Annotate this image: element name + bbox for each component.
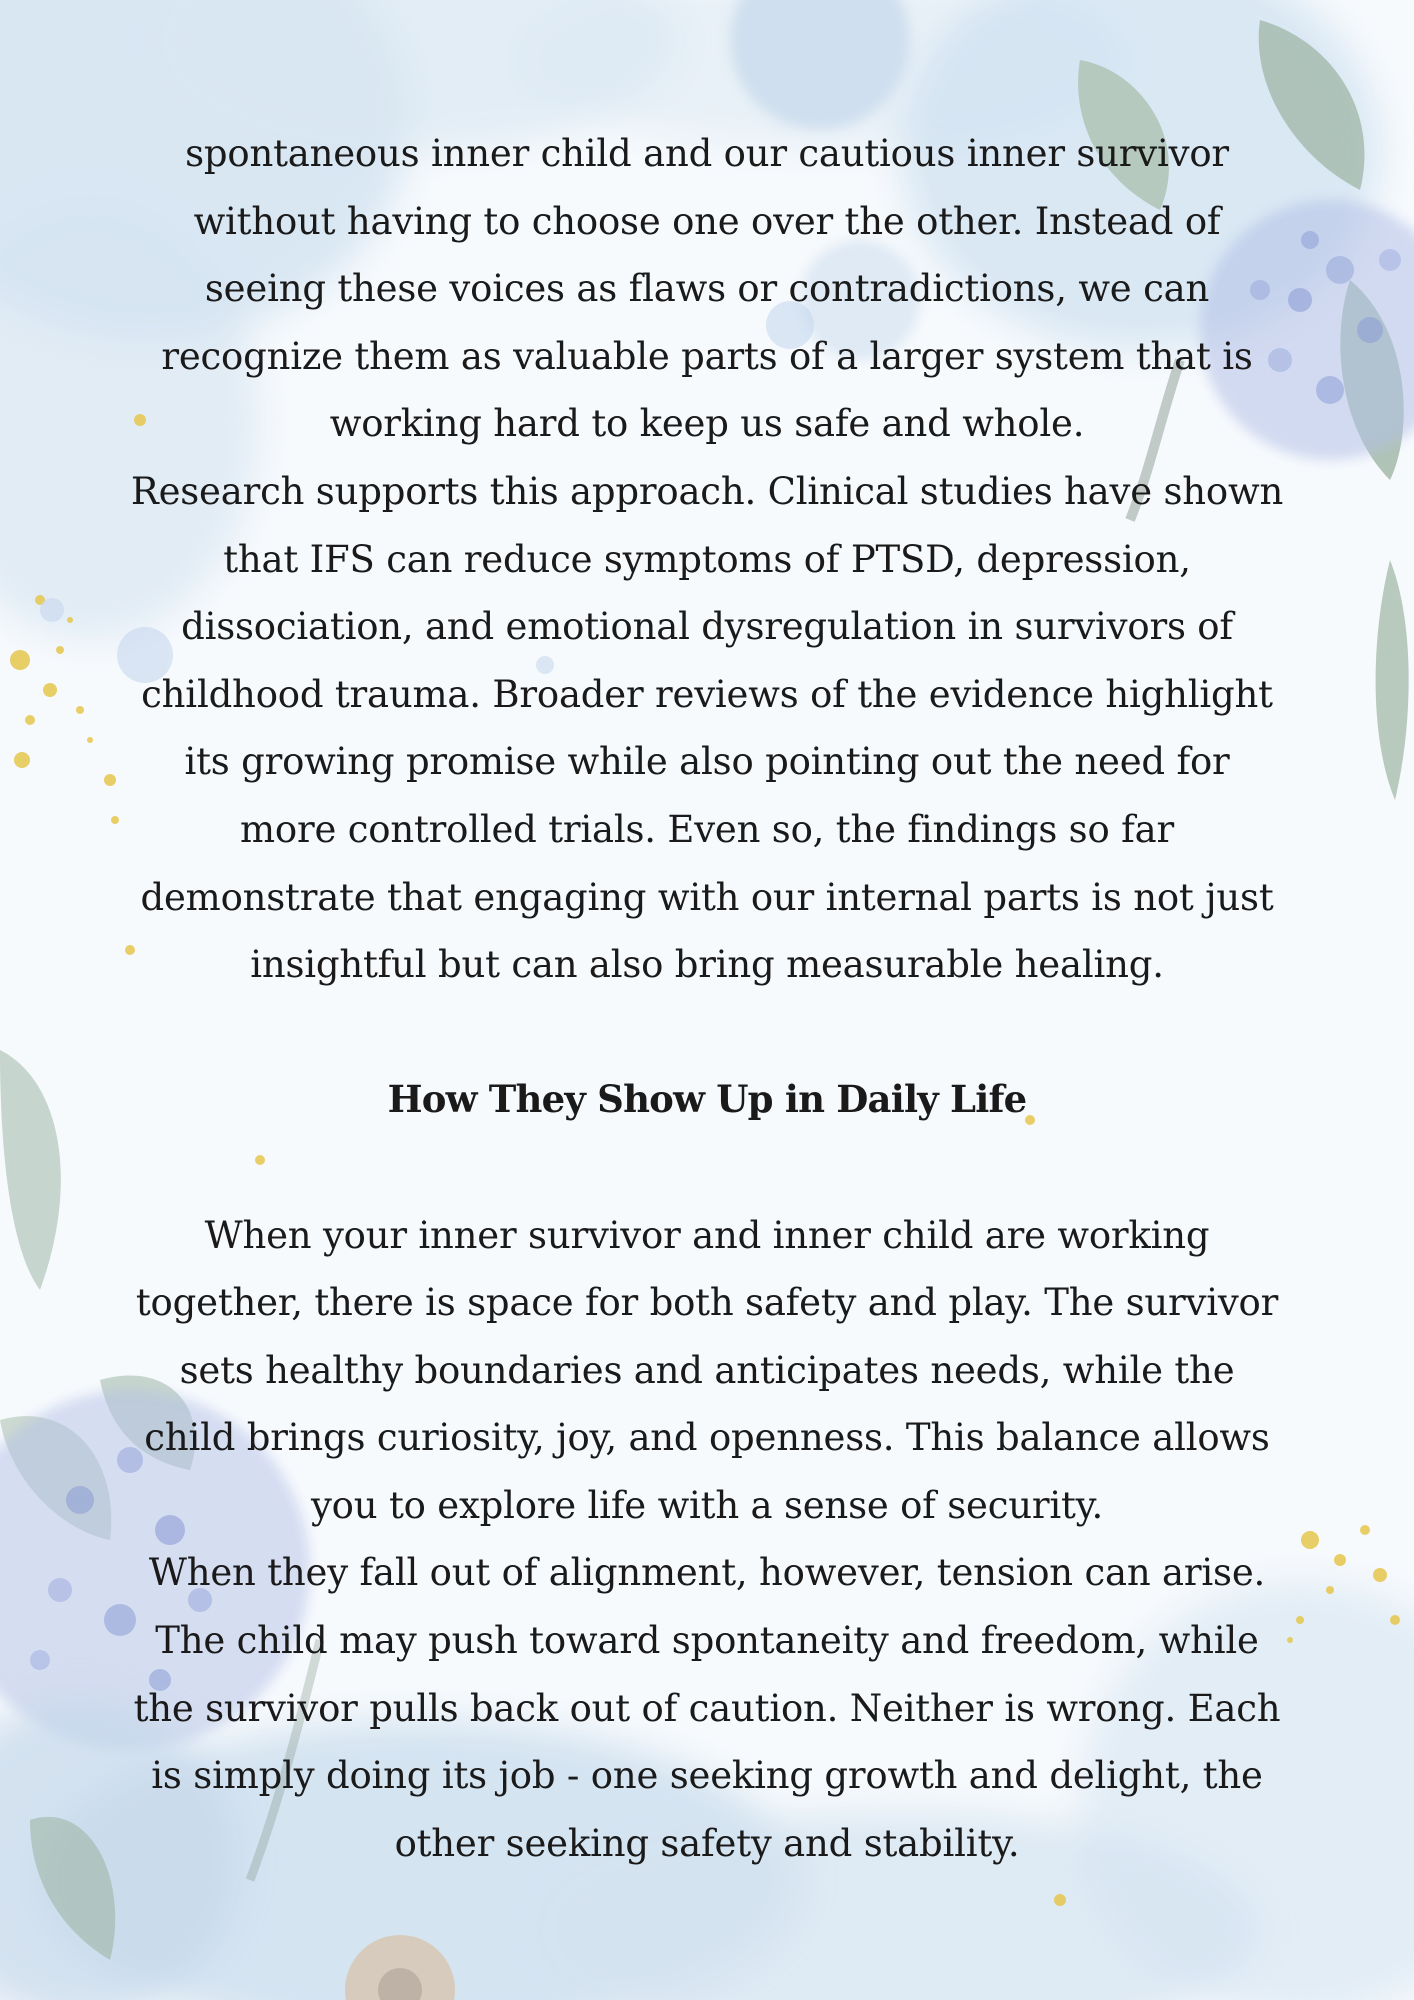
text-line: childhood trauma. Broader reviews of the evidence highlight: [141, 672, 1273, 716]
text-line: you to explore life with a sense of security.: [310, 1483, 1104, 1527]
text-line: When your inner survivor and inner child are working: [204, 1213, 1210, 1257]
text-line: demonstrate that engaging with our internal parts is not just: [140, 875, 1274, 919]
section-heading: How They Show Up in Daily Life: [387, 1077, 1027, 1122]
section-daily-life: [110, 1202, 1304, 1878]
text-line: that IFS can reduce symptoms of PTSD, depression,: [223, 537, 1191, 581]
text-line: child brings curiosity, joy, and openness. This balance allows: [144, 1416, 1270, 1460]
section-research: [110, 120, 1304, 999]
document-page: [110, 120, 1304, 1877]
spacer: [110, 1134, 1304, 1202]
text-line: When they fall out of alignment, however, tension can arise.: [148, 1551, 1266, 1595]
paragraph-text: [110, 120, 1304, 999]
text-line: recognize them as valuable parts of a larger system that is: [161, 334, 1253, 378]
text-line: Research supports this approach. Clinical studies have shown: [130, 469, 1284, 513]
text-line: spontaneous inner child and our cautious inner survivor: [185, 132, 1229, 175]
spacer: [110, 999, 1304, 1067]
text-line: The child may push toward spontaneity and freedom, while: [155, 1619, 1259, 1663]
text-line: sets healthy boundaries and anticipates needs, while the: [179, 1348, 1235, 1392]
text-line: working hard to keep us safe and whole.: [329, 402, 1085, 446]
text-line: insightful but can also bring measurable healing.: [250, 943, 1164, 987]
text-line: dissociation, and emotional dysregulation in survivors of: [181, 605, 1233, 649]
text-line: more controlled trials. Even so, the findings so far: [240, 807, 1174, 851]
text-line: is simply doing its job - one seeking growth and delight, the: [151, 1754, 1263, 1798]
text-line: the survivor pulls back out of caution. Neither is wrong. Each: [133, 1686, 1281, 1730]
text-line: together, there is space for both safety and play. The survivor: [135, 1281, 1279, 1325]
text-line: other seeking safety and stability.: [394, 1821, 1020, 1865]
text-line: seeing these voices as flaws or contradictions, we can: [204, 267, 1210, 311]
paragraph-text: [110, 1202, 1304, 1878]
text-line: its growing promise while also pointing out the need for: [184, 740, 1230, 784]
text-line: without having to choose one over the other. Instead of: [193, 199, 1221, 243]
